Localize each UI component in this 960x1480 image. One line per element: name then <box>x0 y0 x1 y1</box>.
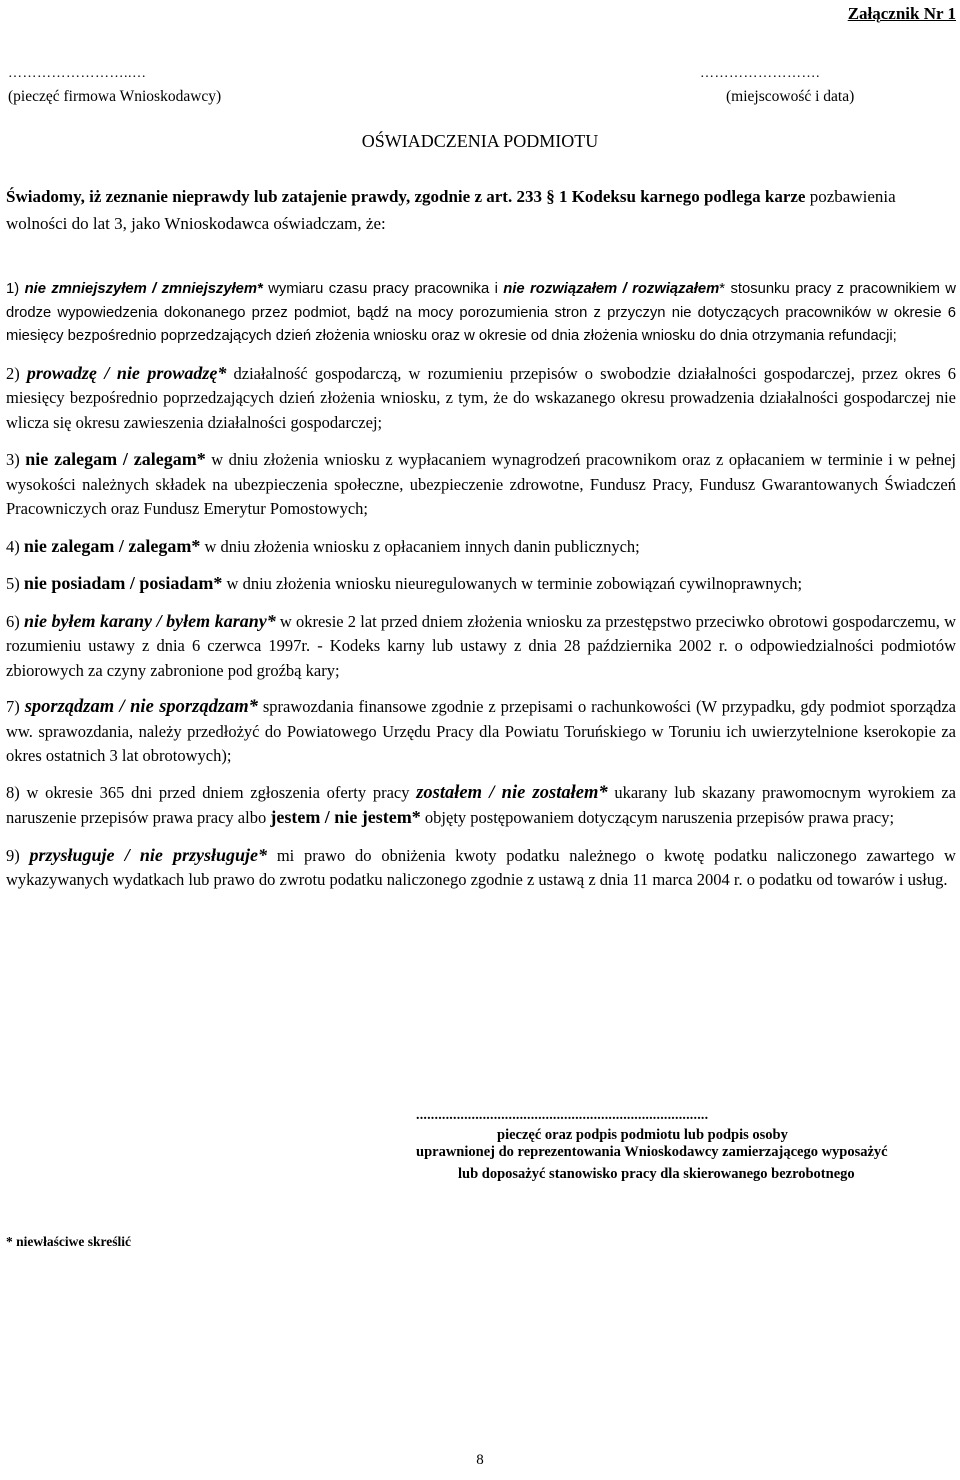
item-number: 4) <box>6 536 24 556</box>
place-date-dots: ……………………. <box>700 66 820 81</box>
place-date-caption: (miejscowość i data) <box>726 88 855 105</box>
item-choice: prowadzę / nie prowadzę* <box>26 362 227 383</box>
signature-caption-line3: lub doposażyć stanowisko pracy dla skierowanego bezrobotnego <box>458 1166 855 1182</box>
item-text: ukarany lub skazany prawomocnym wyrokiem za naruszenie przepisów prawa pracy albo <box>6 782 957 827</box>
company-stamp-dots: ……………………..… <box>8 66 147 81</box>
intro-paragraph <box>6 183 956 237</box>
declaration-item-5 <box>6 571 956 597</box>
page-title: OŚWIADCZENIA PODMIOTU <box>361 131 599 151</box>
item-number: 3) <box>6 450 26 469</box>
intro-bold-text: Świadomy, iż zeznanie nieprawdy lub zatajenie prawdy, zgodnie z art. 233 § 1 Kodeksu karnego podlega karze <box>6 187 810 206</box>
item-choice: sporządzam / nie sporządzam* <box>24 697 258 717</box>
item-text: sprawozdania finansowe zgodnie z przepisami o rachunkowości (W przypadku, gdy podmiot sporządza ww. sprawozdania, należy przedłożyć do Powiatowego Urzędu Pracy dla Powiatu Toruńskiego w Toruniu ich uwierzytelnione kserokopie za okres ostatnich 3 lat obrotowych); <box>6 697 956 765</box>
company-stamp-caption: (pieczęć firmowa Wnioskodawcy) <box>8 88 222 105</box>
declaration-item-2 <box>6 361 956 436</box>
item-choice-2: nie rozwiązałem / rozwiązałem <box>503 281 720 297</box>
item-choice-2: jestem / nie jestem* <box>270 807 421 827</box>
item-number: 2) <box>6 363 27 383</box>
item-text: działalność gospodarczą, w rozumieniu przepisów o swobodzie działalności gospodarczej, przez okres 6 miesięcy bezpośrednio poprzedzających dzień złożenia wniosku, z tym, że do wskazanego okresu prowadzenia działalności gospodarczej nie wlicza się okresu zawieszenia działalności gospodarczej; <box>6 363 956 432</box>
item-choice: nie byłem karany / byłem karany* <box>23 610 276 631</box>
item-choice: nie posiadam / posiadam* <box>23 573 223 593</box>
item-choice: nie zmniejszyłem / zmniejszyłem* <box>24 281 263 297</box>
declarations-list <box>6 278 956 905</box>
declaration-item-9 <box>6 843 956 893</box>
declaration-item-3 <box>6 447 956 522</box>
declaration-item-1 <box>6 278 956 349</box>
signature-caption-line2: uprawnionej do reprezentowania Wnioskodawcy zamierzającego wyposażyć <box>416 1144 888 1160</box>
item-choice: nie zalegam / zalegam* <box>23 535 201 556</box>
item-choice: przysługuje / nie przysługuje* <box>29 844 268 865</box>
item-text: w dniu złożenia wniosku nieuregulowanych w terminie zobowiązań cywilnoprawnych; <box>222 574 803 593</box>
item-number: 7) <box>6 697 25 716</box>
declaration-item-4 <box>6 534 956 560</box>
item-number: 6) <box>6 611 24 631</box>
page-number: 8 <box>476 1452 484 1468</box>
item-number: 5) <box>6 574 24 593</box>
signature-caption-line1: pieczęć oraz podpis podmiotu lub podpis osoby <box>497 1127 788 1143</box>
item-text: w dniu złożenia wniosku z wypłacaniem wynagrodzeń pracownikom oraz z opłacaniem w terminie i w pełnej wysokości należnych składek na ubezpieczenia społeczne, ubezpieczenie zdrowotne, Fundusz Pracy, Fundusz Gwarantowanych Świadczeń Pracowniczych oraz Fundusz Emerytur Pomostowych; <box>6 450 957 518</box>
item-number: 8) w okresie 365 dni przed dniem zgłoszenia oferty pracy <box>6 782 417 802</box>
declaration-item-8 <box>6 781 956 831</box>
declaration-item-7 <box>6 695 956 769</box>
item-text: w dniu złożenia wniosku z opłacaniem innych danin publicznych; <box>200 536 640 556</box>
item-text-2: * stosunku pracy z pracownikiem w drodze wypowiedzenia dokonanego przez podmiot, bądź na mocy porozumienia stron z przyczyn nie dotyczących pracowników w okresie 6 miesięcy bezpośrednio poprzedzających dzień złożenia wniosku oraz w okresie od dnia złożenia wniosku do dnia otrzymania refundacji; <box>6 281 956 344</box>
item-text: w okresie 2 lat przed dniem złożenia wniosku za przestępstwo przeciwko obrotowi gospodarczemu, w rozumieniu ustawy z dnia 6 czerwca 1997r. - Kodeks karny lub ustawy z dnia 28 października 2002 r. o odpowiedzialności podmiotów zbiorowych za czyny zabronione pod groźbą kary; <box>6 611 956 680</box>
intro-normal-text: pozbawienia wolności do lat 3, jako Wnioskodawca oświadczam, że: <box>6 187 896 233</box>
item-text: wymiaru czasu pracy pracownika i <box>262 281 504 297</box>
declaration-item-6 <box>6 609 956 684</box>
item-number: 1) <box>6 281 25 297</box>
footnote: * niewłaściwe skreślić <box>6 1234 131 1249</box>
attachment-label: Załącznik Nr 1 <box>847 4 956 23</box>
signature-dots: ............................................................................... <box>416 1108 709 1123</box>
item-text-2: objęty postępowaniem dotyczącym naruszenia przepisów prawa pracy; <box>420 808 895 827</box>
item-choice: zostałem / nie zostałem* <box>416 782 608 803</box>
item-text: mi prawo do obniżenia kwoty podatku należnego o kwotę podatku naliczonego zawartego w wykazywanych wydatkach lub prawo do zwrotu podatku naliczonego zgodnie z ustawą z dnia 11 marca 2004 r. o podatku od towarów i usług. <box>6 845 956 889</box>
item-number: 9) <box>6 845 30 865</box>
item-choice: nie zalegam / zalegam* <box>25 449 206 469</box>
